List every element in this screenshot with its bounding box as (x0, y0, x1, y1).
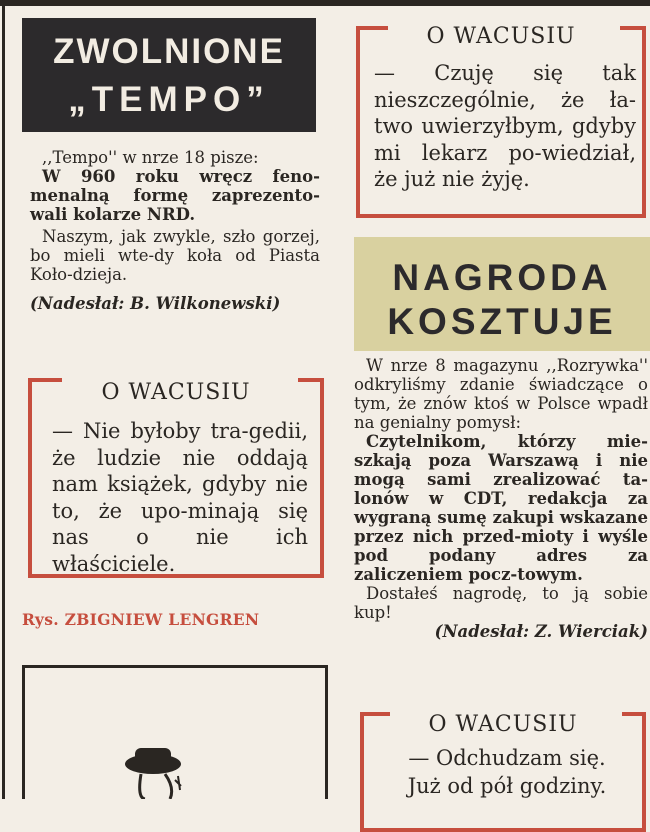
box-title: O WACUSIU (101, 380, 251, 405)
paragraph-quote: W 960 roku wręcz feno-menalną formę zaprezento-wali kolarze NRD. (30, 167, 320, 224)
paragraph-punchline: Naszym, jak zwykle, szło gorzej, bo mieli wte-dy koła od Piasta Koło-dzieja. (30, 227, 320, 284)
box-line-2: Już od pół godziny. (407, 774, 607, 798)
cartoon-frame (22, 665, 328, 799)
box-title: O WACUSIU (428, 712, 578, 737)
box-body (374, 744, 640, 800)
box-line-1: — Odchudzam się. (408, 746, 606, 770)
article-body-tempo (30, 148, 320, 313)
paragraph-intro: ,,Tempo'' w nrze 18 pisze: (42, 148, 259, 167)
header-line-1: ZWOLNIONE (53, 32, 285, 71)
paragraph-quote: Czytelnikom, którzy mie-szkają poza Warszawą i nie mogą sami zrealizować ta-lonów w CDT, redakcja za wygraną sumę zakupi wskazane przez nich przed-mioty i wyśle pod podany adres za zaliczeniem pocz-towym. (354, 432, 648, 584)
paragraph-intro: W nrze 8 magazynu ,,Rozrywka'' odkryliśmy zdanie świadczące o tym, że znów ktoś w Polsce wpadł na genialny pomysł: (354, 356, 648, 432)
cartoon-figure-icon (25, 668, 325, 799)
signature: (Nadesłał: B. Wilkonewski) (30, 294, 281, 313)
wacus-box-right-top (356, 26, 646, 218)
paragraph-punchline: Dostałeś nagrodę, to ją sobie kup! (354, 584, 648, 622)
box-title: O WACUSIU (426, 24, 576, 49)
top-rule (0, 0, 650, 6)
box-body: — Nie byłoby tra-gedii, że ludzie nie oddają nam książek, gdyby nie to, że upo-minają się nas o nie ich właściciele. (52, 419, 308, 576)
illustration-credit: Rys. ZBIGNIEW LENGREN (22, 610, 260, 629)
wacus-box-left (28, 378, 324, 578)
header-line-2: KOSZTUJE (387, 301, 617, 342)
left-rule (2, 6, 5, 799)
signature: (Nadesłał: Z. Wierciak) (434, 622, 648, 641)
wacus-box-right-bottom (360, 712, 646, 832)
header-line-2: „TEMPO” (68, 80, 270, 119)
article-header-zwolnione-tempo (22, 18, 316, 132)
box-body: — Czuję się tak nieszczególnie, że ła-two uwierzyłbym, gdyby mi lekarz po-wiedział, że już nie żyję. (374, 61, 636, 191)
article-header-nagroda-kosztuje (354, 237, 650, 351)
article-body-nagroda (354, 356, 648, 641)
header-line-1: NAGRODA (392, 257, 612, 298)
